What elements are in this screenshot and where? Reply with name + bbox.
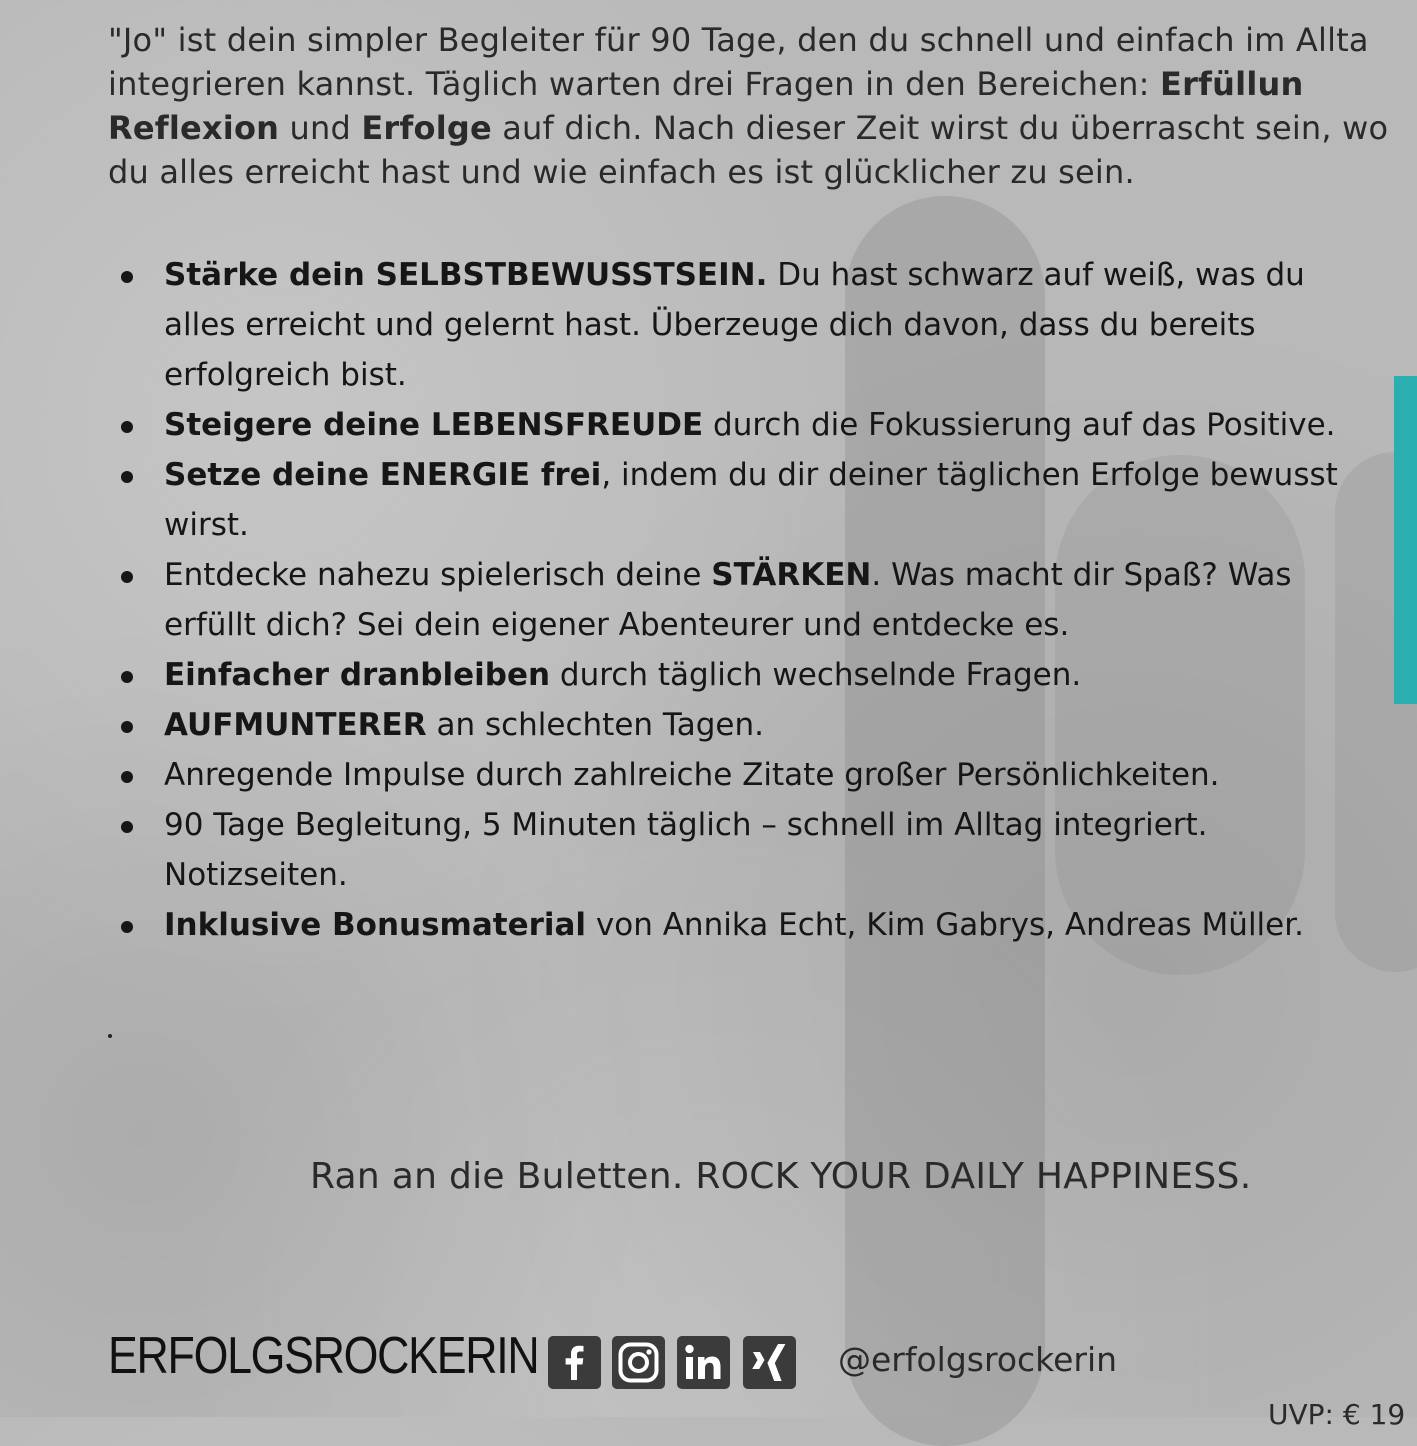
- list-item: [108, 800, 1338, 900]
- intro-bold: Erfüllun: [1160, 65, 1304, 103]
- list-item: [108, 550, 1338, 650]
- list-item: [108, 750, 1338, 800]
- list-item: [108, 900, 1338, 950]
- list-item: [108, 250, 1338, 400]
- list-item: [108, 400, 1338, 450]
- intro-bold: Erfolge: [361, 109, 492, 147]
- item-text: Du hast schwarz auf weiß, was du alles erreicht und gelernt hast. Überzeuge dich davon, dass du bereits erfolgreich bist.: [164, 257, 1305, 393]
- stray-dot: [108, 1034, 112, 1038]
- accent-bar: [1394, 376, 1417, 704]
- intro-text: auf dich. Nach dieser Zeit wirst du überrascht sein, wo: [491, 109, 1389, 147]
- price-label: UVP: € 19: [1268, 1398, 1406, 1431]
- list-item: [108, 700, 1338, 750]
- intro-line: [108, 62, 1417, 106]
- feature-list: [108, 250, 1338, 950]
- facebook-icon[interactable]: [548, 1336, 601, 1389]
- intro-paragraph: [108, 18, 1417, 194]
- item-bold: Inklusive Bonusmaterial: [164, 907, 587, 943]
- item-text: von Annika Echt, Kim Gabrys, Andreas Müller.: [586, 907, 1304, 943]
- item-bold: STÄRKEN: [711, 557, 872, 593]
- item-bold: Einfacher dranbleiben: [164, 657, 551, 693]
- linkedin-icon[interactable]: [677, 1336, 730, 1389]
- item-text: Anregende Impulse durch zahlreiche Zitate großer Persönlichkeiten.: [164, 757, 1220, 793]
- xing-icon[interactable]: [743, 1336, 796, 1389]
- item-text: durch die Fokussierung auf das Positive.: [703, 407, 1336, 443]
- brand-logo: ERFOLGSROCKERIN: [108, 1327, 539, 1385]
- intro-line: [108, 106, 1417, 150]
- instagram-icon[interactable]: [612, 1336, 665, 1389]
- item-bold: AUFMUNTERER: [164, 707, 427, 743]
- item-text: durch täglich wechselnde Fragen.: [550, 657, 1082, 693]
- item-bold: Steigere deine LEBENSFREUDE: [164, 407, 704, 443]
- intro-bold: Reflexion: [108, 109, 280, 147]
- intro-line: "Jo" ist dein simpler Begleiter für 90 Tage, den du schnell und einfach im Allta: [108, 21, 1369, 59]
- tagline: Ran an die Buletten. ROCK YOUR DAILY HAPPINESS.: [310, 1156, 1252, 1197]
- item-bold: Setze deine ENERGIE frei: [164, 457, 602, 493]
- item-bold: Stärke dein SELBSTBEWUSSTSEIN.: [164, 257, 768, 293]
- intro-line: du alles erreicht hast und wie einfach es ist glücklicher zu sein.: [108, 153, 1135, 191]
- list-item: [108, 450, 1338, 550]
- item-text: Entdecke nahezu spielerisch deine: [164, 557, 712, 593]
- item-text: an schlechten Tagen.: [426, 707, 764, 743]
- item-text: , indem du dir deiner täglichen Erfolge bewusst wirst.: [164, 457, 1338, 543]
- item-text: . Was macht dir Spaß? Was erfüllt dich? Sei dein eigener Abenteurer und entdecke es.: [164, 557, 1292, 643]
- item-text: 90 Tage Begleitung, 5 Minuten täglich – schnell im Alltag integriert. Notizseiten.: [164, 807, 1208, 893]
- intro-text: integrieren kannst. Täglich warten drei Fragen in den Bereichen:: [108, 65, 1161, 103]
- list-item: [108, 650, 1338, 700]
- social-handle[interactable]: @erfolgsrockerin: [838, 1340, 1118, 1379]
- intro-text: und: [279, 109, 362, 147]
